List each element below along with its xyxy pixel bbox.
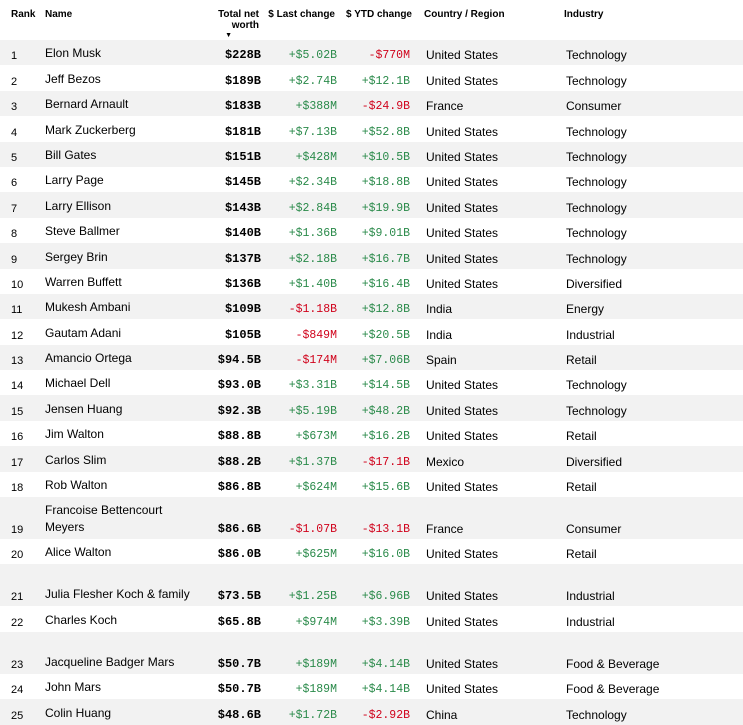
table-row[interactable] [0, 370, 743, 395]
name-cell: Rob Walton [45, 478, 108, 493]
ytd-change-cell: +$14.5B [361, 379, 410, 393]
table-row[interactable] [0, 40, 743, 65]
name-cell: Michael Dell [45, 376, 111, 391]
table-row[interactable] [0, 192, 743, 217]
rank-cell: 10 [11, 278, 24, 291]
last-change-cell: +$1.37B [267, 446, 343, 471]
ytd-change-cell: +$4.14B [343, 632, 424, 674]
name-cell: Carlos Slim [45, 446, 195, 471]
last-change-cell: +$974M [295, 615, 337, 629]
ytd-change-cell: +$12.8B [343, 294, 424, 319]
country-cell: United States [424, 243, 564, 268]
country-cell: India [424, 294, 564, 319]
industry-cell: Energy [564, 294, 743, 319]
table-row[interactable] [0, 539, 743, 564]
last-change-cell: +$189M [295, 683, 337, 697]
industry-cell: Technology [564, 192, 743, 217]
rank-cell: 13 [0, 345, 45, 370]
net-worth-cell: $50.7B [195, 632, 267, 674]
table-row[interactable] [0, 243, 743, 268]
ytd-change-cell: -$13.1B [343, 497, 424, 539]
country-cell: United States [426, 73, 499, 88]
name-cell: Mukesh Ambani [45, 294, 195, 319]
last-change-cell: +$1.25B [267, 564, 343, 606]
country-cell: United States [426, 429, 499, 444]
name-cell: Charles Koch [45, 612, 118, 627]
industry-cell: Technology [564, 142, 743, 167]
country-cell: Mexico [424, 446, 564, 471]
ytd-change-cell: +$16.4B [361, 277, 410, 291]
net-worth-cell: $50.7B [217, 682, 261, 697]
country-cell: United States [424, 40, 564, 65]
net-worth-cell: $86.0B [217, 547, 261, 562]
name-cell: Jensen Huang [45, 395, 195, 420]
last-change-cell: +$1.36B [288, 227, 337, 241]
country-cell: United States [426, 547, 499, 562]
table-row[interactable] [0, 497, 743, 539]
name-cell: Alice Walton [45, 545, 112, 560]
net-worth-cell: $183B [195, 91, 267, 116]
table-row[interactable] [0, 674, 743, 699]
industry-cell: Industrial [566, 614, 615, 629]
name-cell: Jeff Bezos [45, 71, 101, 86]
name-cell: Mark Zuckerberg [45, 122, 136, 137]
rank-cell: 5 [0, 142, 45, 167]
net-worth-cell: $189B [224, 73, 261, 88]
table-row[interactable] [0, 218, 743, 243]
name-cell: Gautam Adani [45, 325, 122, 340]
rank-cell: 4 [11, 126, 18, 139]
ytd-change-cell: -$770M [343, 40, 424, 65]
ytd-change-cell: +$3.39B [361, 615, 410, 629]
country-cell: United States [426, 276, 499, 291]
net-worth-cell: $136B [224, 276, 261, 291]
country-cell: United States [426, 614, 499, 629]
last-change-cell: +$2.74B [288, 74, 337, 88]
last-change-column-header[interactable]: $ Last change [268, 9, 335, 20]
table-row[interactable] [0, 319, 743, 344]
industry-cell: Technology [566, 73, 627, 88]
last-change-cell: +$1.40B [288, 277, 337, 291]
ytd-change-cell: +$16.0B [361, 548, 410, 562]
table-row[interactable] [0, 472, 743, 497]
ytd-change-cell: +$9.01B [361, 227, 410, 241]
net-worth-cell: $151B [195, 142, 267, 167]
net-worth-cell: $143B [195, 192, 267, 217]
ytd-change-cell: +$18.8B [361, 176, 410, 190]
table-row[interactable] [0, 116, 743, 141]
last-change-cell: +$673M [295, 430, 337, 444]
table-row[interactable] [0, 142, 743, 167]
last-change-cell: +$388M [267, 91, 343, 116]
ytd-change-cell: -$17.1B [343, 446, 424, 471]
rank-cell: 20 [11, 549, 24, 562]
rank-cell: 16 [11, 431, 24, 444]
last-change-cell: -$174M [267, 345, 343, 370]
net-worth-cell: $94.5B [195, 345, 267, 370]
table-body [0, 40, 743, 725]
rank-cell: 24 [11, 684, 24, 697]
country-cell: United States [426, 378, 499, 393]
last-change-cell: +$428M [267, 142, 343, 167]
ytd-change-cell: +$52.8B [361, 125, 410, 139]
ytd-change-cell: +$4.14B [361, 683, 410, 697]
name-cell: Francoise Bettencourt Meyers [45, 497, 195, 539]
industry-cell: Diversified [564, 446, 743, 471]
last-change-cell: +$2.34B [288, 176, 337, 190]
country-column-header[interactable]: Country / Region [424, 9, 505, 20]
industry-column-header[interactable]: Industry [564, 9, 604, 20]
last-change-cell: +$1.72B [267, 699, 343, 724]
industry-cell: Technology [566, 226, 627, 241]
ytd-change-cell: +$10.5B [343, 142, 424, 167]
name-cell: Amancio Ortega [45, 345, 195, 370]
rank-cell: 21 [0, 564, 45, 606]
rank-cell: 18 [11, 482, 24, 495]
name-cell: Colin Huang [45, 699, 195, 724]
country-cell: United States [426, 480, 499, 495]
name-cell: John Mars [45, 680, 102, 695]
last-change-cell: +$2.84B [267, 192, 343, 217]
rank-cell: 19 [0, 497, 45, 539]
country-cell: United States [424, 192, 564, 217]
rank-cell: 12 [11, 329, 24, 342]
last-change-cell: -$1.18B [267, 294, 343, 319]
rank-cell: 25 [0, 699, 45, 724]
last-change-cell: +$5.02B [267, 40, 343, 65]
country-cell: India [426, 327, 453, 342]
table-row[interactable] [0, 606, 743, 631]
rank-cell: 17 [0, 446, 45, 471]
name-cell: Sergey Brin [45, 243, 195, 268]
net-worth-column-header[interactable] [195, 0, 267, 40]
name-column-header[interactable]: Name [45, 9, 73, 20]
net-worth-cell: $48.6B [195, 699, 267, 724]
net-worth-cell: $65.8B [217, 614, 261, 629]
table-row[interactable] [0, 421, 743, 446]
industry-cell: Retail [564, 345, 743, 370]
industry-cell: Food & Beverage [564, 632, 743, 674]
table-header [0, 0, 743, 40]
name-cell: Larry Page [45, 173, 104, 188]
name-cell: Bernard Arnault [45, 91, 195, 116]
industry-cell: Retail [566, 480, 597, 495]
net-worth-cell: $88.8B [217, 429, 261, 444]
table-row[interactable] [0, 699, 743, 724]
table-row[interactable] [0, 269, 743, 294]
country-cell: Spain [424, 345, 564, 370]
last-change-cell: +$625M [295, 548, 337, 562]
rank-cell: 7 [0, 192, 45, 217]
industry-cell: Consumer [564, 497, 743, 539]
last-change-cell: +$5.19B [267, 395, 343, 420]
industry-cell: Technology [564, 243, 743, 268]
last-change-cell: +$624M [295, 481, 337, 495]
net-worth-cell: $181B [224, 124, 261, 139]
industry-cell: Technology [566, 378, 627, 393]
rank-cell: 22 [11, 616, 24, 629]
name-cell: Jim Walton [45, 427, 104, 442]
industry-cell: Technology [564, 40, 743, 65]
table-row[interactable] [0, 345, 743, 370]
ytd-change-cell: +$16.7B [343, 243, 424, 268]
net-worth-cell: $86.6B [195, 497, 267, 539]
industry-cell: Industrial [566, 327, 615, 342]
net-worth-cell: $92.3B [195, 395, 267, 420]
country-cell: United States [426, 124, 499, 139]
table-row[interactable] [0, 446, 743, 471]
country-cell: France [424, 497, 564, 539]
net-worth-cell: $73.5B [195, 564, 267, 606]
industry-cell: Technology [564, 395, 743, 420]
table-row[interactable] [0, 91, 743, 116]
country-cell: China [424, 699, 564, 724]
last-change-cell: -$1.07B [267, 497, 343, 539]
country-cell: United States [424, 142, 564, 167]
rank-cell: 3 [0, 91, 45, 116]
rank-cell: 11 [0, 294, 45, 319]
net-worth-cell: $109B [195, 294, 267, 319]
rank-cell: 9 [0, 243, 45, 268]
name-cell: Warren Buffett [45, 274, 122, 289]
net-worth-cell: $228B [195, 40, 267, 65]
industry-cell: Food & Beverage [566, 682, 660, 697]
ytd-change-cell: +$48.2B [343, 395, 424, 420]
last-change-cell: +$2.18B [267, 243, 343, 268]
rank-cell: 23 [0, 632, 45, 674]
table-row[interactable] [0, 632, 743, 674]
rank-cell: 14 [11, 380, 24, 393]
net-worth-cell: $145B [224, 175, 261, 190]
ytd-change-cell: -$24.9B [343, 91, 424, 116]
name-cell: Julia Flesher Koch & family [45, 564, 195, 606]
table-row[interactable] [0, 294, 743, 319]
country-cell: United States [424, 632, 564, 674]
country-cell: France [424, 91, 564, 116]
name-cell: Bill Gates [45, 142, 195, 167]
country-cell: United States [424, 564, 564, 606]
rank-cell: 6 [11, 177, 18, 190]
name-cell: Steve Ballmer [45, 224, 120, 239]
net-worth-cell: $105B [224, 327, 261, 342]
sort-descending-icon: ▼ [225, 32, 232, 39]
last-change-cell: +$189M [267, 632, 343, 674]
ytd-change-cell: -$2.92B [343, 699, 424, 724]
country-cell: United States [426, 682, 499, 697]
net-worth-cell: $140B [224, 226, 261, 241]
rank-column-header[interactable]: Rank [11, 9, 36, 20]
country-cell: United States [424, 395, 564, 420]
industry-cell: Retail [566, 429, 597, 444]
rank-cell: 8 [11, 228, 18, 241]
industry-cell: Retail [566, 547, 597, 562]
country-cell: United States [426, 175, 499, 190]
last-change-cell: -$849M [295, 328, 337, 342]
country-cell: United States [426, 226, 499, 241]
ytd-change-cell: +$16.2B [361, 430, 410, 444]
industry-cell: Technology [566, 175, 627, 190]
table-row[interactable] [0, 395, 743, 420]
rank-cell: 15 [0, 395, 45, 420]
name-cell: Elon Musk [45, 40, 195, 65]
name-cell: Jacqueline Badger Mars [45, 632, 195, 674]
table-row[interactable] [0, 564, 743, 606]
rank-cell: 2 [11, 75, 18, 88]
industry-cell: Industrial [564, 564, 743, 606]
last-change-cell: +$3.31B [288, 379, 337, 393]
ytd-change-cell: +$6.96B [343, 564, 424, 606]
name-cell: Larry Ellison [45, 192, 195, 217]
rank-cell: 1 [0, 40, 45, 65]
ytd-change-cell: +$15.6B [361, 481, 410, 495]
ytd-change-cell: +$12.1B [361, 74, 410, 88]
table-row[interactable] [0, 65, 743, 90]
ytd-change-cell: +$19.9B [343, 192, 424, 217]
ytd-change-cell: +$7.06B [343, 345, 424, 370]
ytd-change-column-header[interactable]: $ YTD change [346, 9, 412, 20]
net-worth-cell: $93.0B [217, 378, 261, 393]
net-worth-cell: $137B [195, 243, 267, 268]
net-worth-cell: $86.8B [217, 480, 261, 495]
ytd-change-cell: +$20.5B [361, 328, 410, 342]
table-row[interactable] [0, 167, 743, 192]
industry-cell: Consumer [564, 91, 743, 116]
industry-cell: Technology [566, 124, 627, 139]
industry-cell: Diversified [566, 276, 623, 291]
last-change-cell: +$7.13B [288, 125, 337, 139]
net-worth-cell: $88.2B [195, 446, 267, 471]
net-worth-header-label: Total net worth [218, 9, 259, 31]
industry-cell: Technology [564, 699, 743, 724]
